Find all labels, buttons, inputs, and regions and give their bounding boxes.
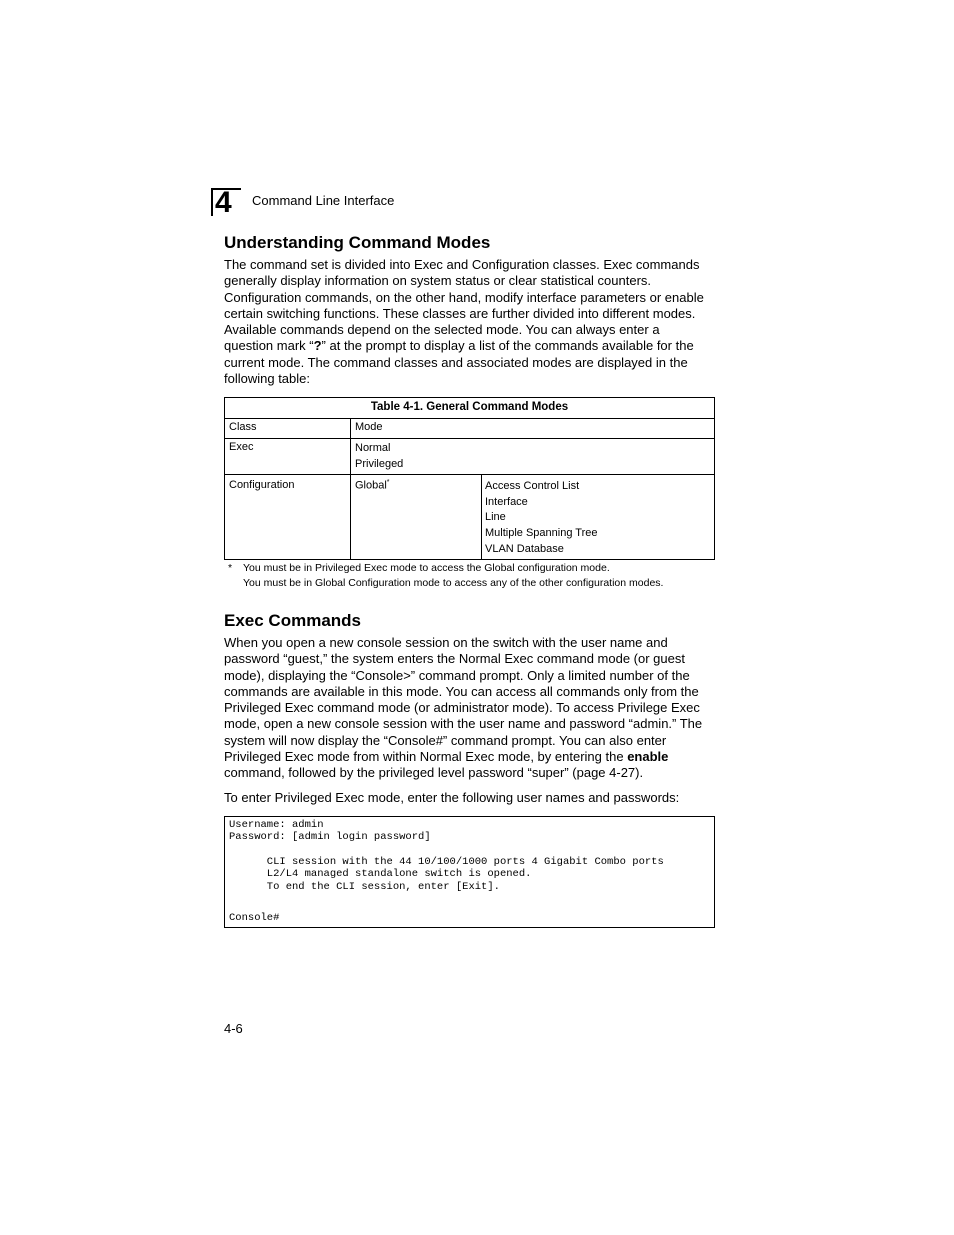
paragraph-line: Configuration commands, on the other hand, modify interface parameters or enable (224, 289, 704, 305)
exec-mode-item: Privileged (355, 457, 404, 470)
config-submode-item: VLAN Database (485, 542, 564, 555)
section-heading-command-modes: Understanding Command Modes (224, 233, 491, 252)
page-number: 4-6 (224, 1021, 243, 1036)
config-submodes-cell (485, 479, 598, 558)
config-submode-item: Access Control List (485, 480, 580, 492)
code-line: Password: [admin login password] (229, 831, 431, 843)
chapter-header (211, 186, 711, 219)
text-run: Privileged Exec mode from within Normal Exec mode, by entering the (224, 749, 628, 765)
paragraph-line: command, followed by the privileged level password “super” (page 4-27). (224, 765, 644, 781)
exec-mode-item: Normal (355, 442, 391, 454)
header-mode-cell: Mode (355, 421, 383, 433)
paragraph-line: Privileged Exec command mode (or administrator mode). To access Privilege Exec (224, 700, 700, 716)
chapter-title: Command Line Interface (252, 193, 395, 208)
section-heading-exec-commands: Exec Commands (224, 611, 361, 630)
footnote-marker: * (386, 479, 390, 486)
table-row-configuration (225, 475, 714, 559)
footnote-marker-star: * (228, 562, 233, 574)
chapter-number-box (211, 186, 241, 219)
paragraph-line: Available commands depend on the selected mode. You can always enter a (224, 322, 660, 338)
paragraph-line: mode), displaying the “Console>” command prompt. Only a limited number of the (224, 667, 690, 683)
footnote-line: You must be in Global Configuration mode to access any of the other configuration modes. (243, 577, 664, 589)
text-run: question mark “ (224, 338, 314, 354)
config-submode-item: Interface (485, 495, 528, 508)
bold-enable-command: enable (627, 749, 669, 765)
paragraph-line (224, 338, 724, 354)
paragraph-line: mode, open a new console session with the user name and password “admin.” The (224, 716, 703, 732)
code-line: L2/L4 managed standalone switch is opened. (229, 868, 532, 880)
paragraph-line: password “guest,” the system enters the Normal Exec command mode (or guest (224, 651, 685, 667)
code-line: Console# (229, 912, 280, 924)
config-submode-item: Line (485, 511, 506, 524)
paragraph-line (224, 749, 724, 765)
header-class-cell: Class (229, 421, 257, 433)
paragraph-line: current mode. The command classes and associated modes are displayed in the (224, 354, 688, 370)
paragraph-line: certain switching functions. These classes are further divided into different modes. (224, 305, 696, 321)
bold-question-mark: ? (313, 338, 322, 354)
paragraph-line: system will now display the “Console#” command prompt. You can also enter (224, 732, 667, 748)
paragraph-line: When you open a new console session on the switch with the user name and (224, 635, 668, 650)
text-run: ” at the prompt to display a list of the commands available for the (321, 338, 694, 354)
chapter-number: 4 (215, 186, 232, 219)
config-mode-text: Global (355, 479, 387, 492)
exec-class-cell: Exec (229, 441, 254, 453)
section-paragraph-command-modes (224, 257, 724, 387)
exec-modes-cell (355, 441, 403, 472)
paragraph-line: commands are available in this mode. You can access all commands only from the (224, 683, 699, 699)
config-submode-item: Multiple Spanning Tree (485, 527, 598, 540)
table-row-exec (225, 439, 714, 475)
code-line: Username: admin (229, 819, 324, 831)
code-line: CLI session with the 44 10/100/1000 ports 4 Gigabit Combo ports (229, 856, 664, 868)
section-paragraph-exec-commands (224, 635, 724, 782)
code-line: To end the CLI session, enter [Exit]. (229, 881, 500, 893)
table-header-row (225, 419, 714, 439)
paragraph-line: following table: (224, 371, 310, 387)
config-mode-cell (355, 479, 390, 492)
section-paragraph-enter-privileged: To enter Privileged Exec mode, enter the following user names and passwords: (224, 790, 680, 805)
table-caption: Table 4-1. General Command Modes (225, 398, 714, 419)
paragraph-line: The command set is divided into Exec and Configuration classes. Exec commands (224, 257, 700, 272)
console-code-block (224, 816, 715, 928)
command-modes-table (224, 397, 715, 560)
table-column-divider (481, 475, 482, 559)
table-column-divider (350, 419, 351, 559)
paragraph-line: generally display information on system status or clear statistical counters. (224, 273, 652, 289)
footnote-line: You must be in Privileged Exec mode to access the Global configuration mode. (243, 562, 610, 574)
config-class-cell: Configuration (229, 479, 295, 491)
